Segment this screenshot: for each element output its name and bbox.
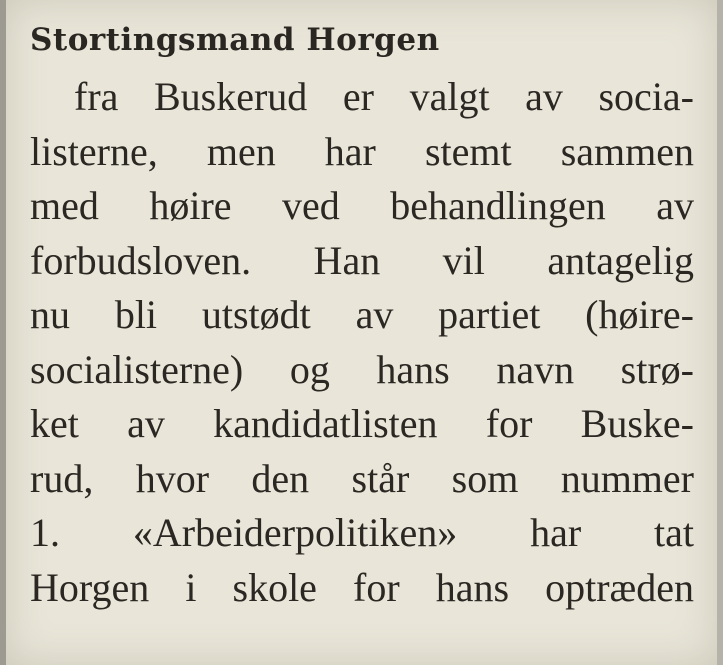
newspaper-clipping xyxy=(6,0,717,665)
article-line: listerne, men har stemt sammen xyxy=(30,128,694,174)
article-line: fra Buskerud er valgt av socia- xyxy=(74,74,694,119)
article-line: ket av kandidatlisten for Buske- xyxy=(30,401,694,446)
article-line: 1. «Arbeiderpolitiken» har tat xyxy=(30,510,694,555)
article-line: forbudsloven. Han vil antagelig xyxy=(30,237,694,283)
article-body xyxy=(30,70,694,615)
article-line: nu bli utstødt av partiet (høire- xyxy=(30,292,694,337)
article-line: med høire ved behandlingen av xyxy=(30,183,694,228)
article-headline: Stortingsmand Horgen xyxy=(30,22,440,58)
scan-edge-right xyxy=(717,0,723,665)
article-line: Horgen i skole for hans optræden xyxy=(30,564,694,610)
article-line: socialisterne) og hans navn strø- xyxy=(30,346,694,392)
article-line: rud, hvor den står som nummer xyxy=(30,455,694,501)
